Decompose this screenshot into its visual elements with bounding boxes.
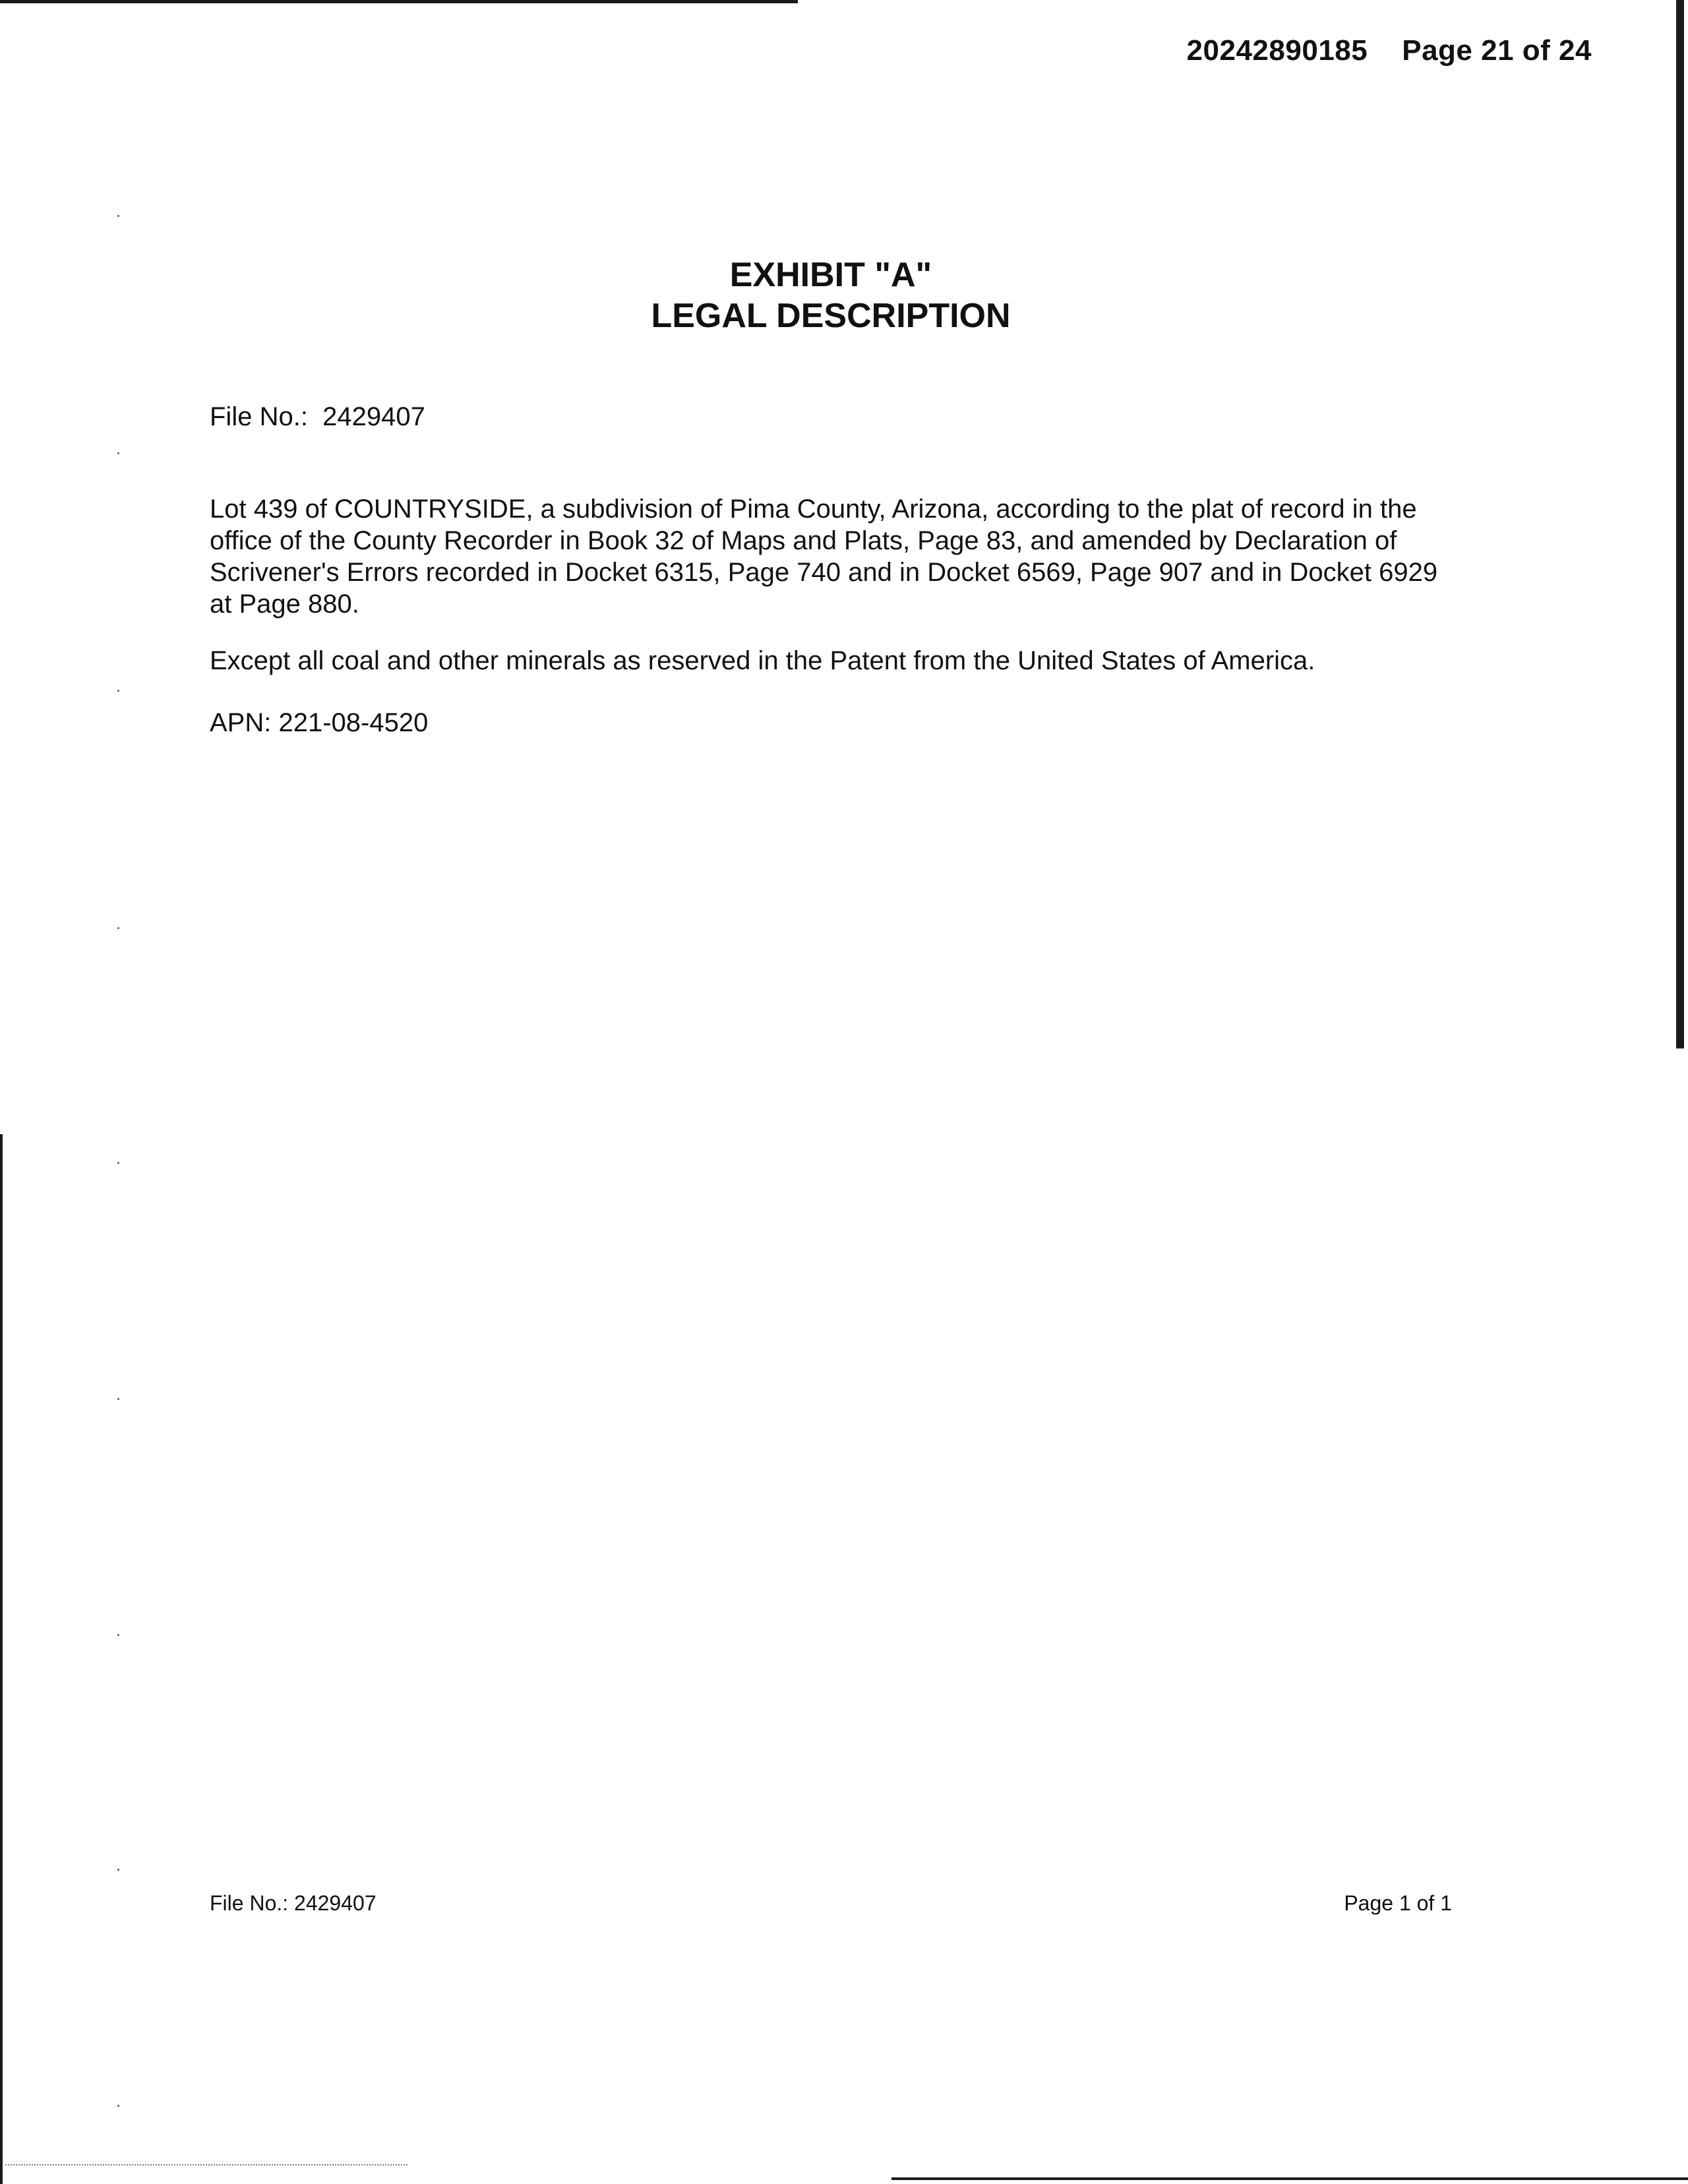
mineral-exception: Except all coal and other minerals as reserved in the Patent from the United States of America. — [210, 646, 1315, 675]
exhibit-title — [0, 255, 1662, 336]
recording-header — [1187, 34, 1592, 67]
margin-mark — [117, 1869, 119, 1871]
legal-description-paragraph — [210, 493, 1502, 620]
scan-edge-right — [1676, 0, 1684, 1048]
legal-description-heading: LEGAL DESCRIPTION — [651, 297, 1011, 335]
margin-mark — [117, 215, 119, 217]
scan-edge-top — [0, 0, 798, 3]
exhibit-heading: EXHIBIT "A" — [729, 256, 932, 294]
margin-mark — [117, 927, 119, 929]
margin-mark — [117, 452, 119, 454]
apn-number: APN: 221-08-4520 — [210, 708, 429, 737]
footer-page-number: Page 1 of 1 — [1344, 1891, 1452, 1915]
legal-line: Scrivener's Errors recorded in Docket 6315, Page 740 and in Docket 6569, Page 907 and in Docket 6929 — [210, 558, 1438, 587]
scan-edge-bottom-left — [5, 2164, 407, 2166]
margin-mark — [117, 690, 119, 692]
legal-line: office of the County Recorder in Book 32 of Maps and Plats, Page 83, and amended by Declaration of — [210, 526, 1397, 555]
scan-edge-left — [0, 1134, 3, 2184]
file-number-value: 2429407 — [322, 402, 425, 431]
margin-mark — [117, 1634, 119, 1636]
file-number-label: File No.: — [210, 402, 308, 431]
margin-mark — [117, 2105, 119, 2107]
scan-edge-bottom — [891, 2177, 1688, 2180]
page-indicator: Page 21 of 24 — [1402, 34, 1592, 67]
legal-line: Lot 439 of COUNTRYSIDE, a subdivision of Pima County, Arizona, according to the plat of record in the — [210, 495, 1417, 524]
margin-mark — [117, 1398, 119, 1400]
margin-mark — [117, 1162, 119, 1164]
footer-file-number: File No.: 2429407 — [210, 1891, 377, 1915]
document-number: 20242890185 — [1186, 34, 1368, 67]
legal-line: at Page 880. — [210, 590, 359, 619]
file-number — [210, 401, 1495, 433]
